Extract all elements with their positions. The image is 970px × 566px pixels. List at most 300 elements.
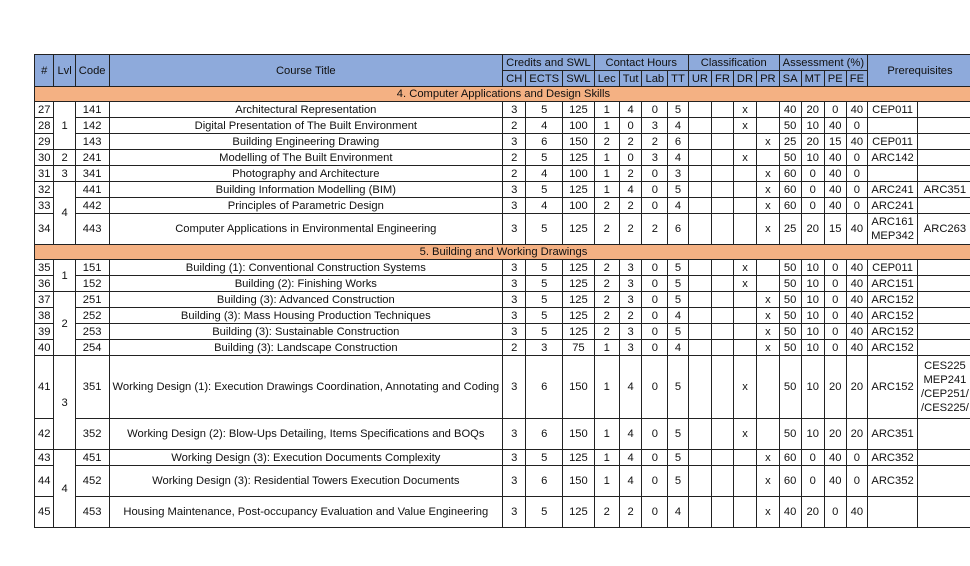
- value-swl: 75: [563, 340, 595, 356]
- subheader-pe: PE: [824, 71, 846, 87]
- prerequisite-primary: ARC352: [868, 466, 918, 497]
- value-fe: 40: [846, 340, 867, 356]
- prerequisite-primary: ARC161 MEP342: [868, 214, 918, 245]
- value-ur: [688, 182, 711, 198]
- course-code: 253: [75, 324, 109, 340]
- course-row: [35, 214, 970, 245]
- value-tt: 6: [668, 134, 689, 150]
- prerequisite-secondary: [918, 497, 970, 528]
- value-lec: 2: [594, 308, 619, 324]
- course-level: 4: [54, 182, 75, 245]
- course-code: 352: [75, 419, 109, 450]
- value-dr: [733, 166, 756, 182]
- course-title: Working Design (2): Blow-Ups Detailing, Items Specifications and BOQs: [109, 419, 503, 450]
- value-ur: [688, 166, 711, 182]
- value-tt: 5: [668, 102, 689, 118]
- value-pr: x: [757, 324, 780, 340]
- prerequisite-secondary: [918, 450, 970, 466]
- value-sa: 50: [779, 276, 801, 292]
- prerequisite-primary: CEP011: [868, 102, 918, 118]
- prerequisite-primary: ARC151: [868, 276, 918, 292]
- value-sa: 50: [779, 292, 801, 308]
- course-code: 151: [75, 260, 109, 276]
- course-title: Digital Presentation of The Built Environment: [109, 118, 503, 134]
- value-pe: 40: [824, 118, 846, 134]
- course-title: Working Design (3): Execution Documents Complexity: [109, 450, 503, 466]
- course-title: Building (3): Sustainable Construction: [109, 324, 503, 340]
- value-pr: x: [757, 292, 780, 308]
- prerequisite-secondary: [918, 292, 970, 308]
- prerequisite-secondary: [918, 324, 970, 340]
- course-row: [35, 182, 970, 198]
- course-row: [35, 292, 970, 308]
- value-tut: 0: [619, 150, 642, 166]
- value-swl: 125: [563, 150, 595, 166]
- value-pr: x: [757, 214, 780, 245]
- value-fr: [712, 450, 734, 466]
- course-row: [35, 276, 970, 292]
- value-pe: 40: [824, 450, 846, 466]
- course-code: 252: [75, 308, 109, 324]
- value-ects: 5: [526, 150, 563, 166]
- value-lec: 1: [594, 340, 619, 356]
- value-ur: [688, 450, 711, 466]
- value-tt: 5: [668, 260, 689, 276]
- value-lab: 2: [642, 214, 668, 245]
- value-pr: x: [757, 166, 780, 182]
- course-title: Working Design (1): Execution Drawings Coordination, Annotating and Coding: [109, 356, 503, 419]
- course-row: [35, 324, 970, 340]
- value-lec: 1: [594, 356, 619, 419]
- value-tt: 4: [668, 497, 689, 528]
- value-lab: 0: [642, 324, 668, 340]
- value-swl: 150: [563, 356, 595, 419]
- value-ur: [688, 214, 711, 245]
- value-lab: 0: [642, 276, 668, 292]
- value-lab: 0: [642, 182, 668, 198]
- value-ects: 4: [526, 198, 563, 214]
- value-dr: [733, 466, 756, 497]
- value-tut: 2: [619, 198, 642, 214]
- value-pe: 15: [824, 214, 846, 245]
- value-lec: 2: [594, 260, 619, 276]
- value-pr: [757, 356, 780, 419]
- value-tt: 5: [668, 292, 689, 308]
- subheader-ects: ECTS: [526, 71, 563, 87]
- course-code: 251: [75, 292, 109, 308]
- subheader-swl: SWL: [563, 71, 595, 87]
- course-number: 28: [35, 118, 54, 134]
- course-number: 41: [35, 356, 54, 419]
- value-tt: 5: [668, 450, 689, 466]
- value-swl: 125: [563, 450, 595, 466]
- value-sa: 50: [779, 118, 801, 134]
- course-code: 143: [75, 134, 109, 150]
- value-lab: 3: [642, 118, 668, 134]
- value-pr: [757, 260, 780, 276]
- value-swl: 125: [563, 308, 595, 324]
- value-mt: 10: [801, 308, 824, 324]
- value-fe: 20: [846, 356, 867, 419]
- value-fr: [712, 466, 734, 497]
- value-mt: 10: [801, 324, 824, 340]
- value-tut: 4: [619, 450, 642, 466]
- value-pr: x: [757, 182, 780, 198]
- course-number: 29: [35, 134, 54, 150]
- course-number: 30: [35, 150, 54, 166]
- value-swl: 150: [563, 134, 595, 150]
- value-pe: 20: [824, 356, 846, 419]
- subheader-ur: UR: [688, 71, 711, 87]
- subheader-fe: FE: [846, 71, 867, 87]
- value-swl: 100: [563, 166, 595, 182]
- value-tt: 4: [668, 118, 689, 134]
- value-fe: 0: [846, 466, 867, 497]
- header-num: #: [35, 55, 54, 87]
- value-pr: x: [757, 340, 780, 356]
- value-tut: 3: [619, 260, 642, 276]
- value-sa: 40: [779, 497, 801, 528]
- prerequisite-secondary: [918, 466, 970, 497]
- value-mt: 10: [801, 419, 824, 450]
- course-title: Building (1): Conventional Construction Systems: [109, 260, 503, 276]
- value-fr: [712, 292, 734, 308]
- value-fr: [712, 182, 734, 198]
- value-ects: 3: [526, 340, 563, 356]
- course-row: [35, 118, 970, 134]
- subheader-fr: FR: [712, 71, 734, 87]
- value-fe: 40: [846, 102, 867, 118]
- value-ch: 3: [503, 182, 526, 198]
- value-swl: 125: [563, 260, 595, 276]
- subheader-lec: Lec: [594, 71, 619, 87]
- value-ects: 5: [526, 292, 563, 308]
- value-tt: 4: [668, 150, 689, 166]
- value-fe: 0: [846, 166, 867, 182]
- value-mt: 10: [801, 260, 824, 276]
- value-lec: 2: [594, 497, 619, 528]
- value-ects: 4: [526, 166, 563, 182]
- value-fe: 0: [846, 450, 867, 466]
- value-ur: [688, 340, 711, 356]
- course-title: Architectural Representation: [109, 102, 503, 118]
- value-dr: [733, 450, 756, 466]
- course-row: [35, 150, 970, 166]
- value-dr: x: [733, 356, 756, 419]
- value-sa: 50: [779, 260, 801, 276]
- value-mt: 10: [801, 340, 824, 356]
- course-row: [35, 497, 970, 528]
- value-ch: 3: [503, 356, 526, 419]
- value-lab: 0: [642, 497, 668, 528]
- value-mt: 0: [801, 198, 824, 214]
- value-sa: 50: [779, 340, 801, 356]
- value-sa: 50: [779, 356, 801, 419]
- value-sa: 40: [779, 102, 801, 118]
- prerequisite-secondary: [918, 276, 970, 292]
- prerequisite-primary: CEP011: [868, 260, 918, 276]
- value-ects: 5: [526, 308, 563, 324]
- value-ch: 3: [503, 419, 526, 450]
- prerequisite-secondary: [918, 150, 970, 166]
- value-pe: 20: [824, 419, 846, 450]
- value-tut: 2: [619, 308, 642, 324]
- value-tut: 4: [619, 356, 642, 419]
- course-title: Building (2): Finishing Works: [109, 276, 503, 292]
- value-pe: 0: [824, 340, 846, 356]
- value-sa: 50: [779, 324, 801, 340]
- value-fe: 40: [846, 214, 867, 245]
- value-dr: [733, 340, 756, 356]
- value-lec: 2: [594, 198, 619, 214]
- subheader-sa: SA: [779, 71, 801, 87]
- subheader-pr: PR: [757, 71, 780, 87]
- value-ch: 3: [503, 134, 526, 150]
- curriculum-table: [34, 54, 970, 528]
- value-lab: 0: [642, 102, 668, 118]
- value-lec: 2: [594, 276, 619, 292]
- course-code: 451: [75, 450, 109, 466]
- value-dr: [733, 324, 756, 340]
- value-ur: [688, 150, 711, 166]
- value-mt: 10: [801, 118, 824, 134]
- prerequisite-primary: ARC351: [868, 419, 918, 450]
- value-mt: 20: [801, 134, 824, 150]
- value-lab: 0: [642, 466, 668, 497]
- prerequisite-primary: ARC241: [868, 182, 918, 198]
- value-pr: [757, 276, 780, 292]
- value-pe: 40: [824, 182, 846, 198]
- section-row: [35, 87, 970, 102]
- value-ch: 3: [503, 198, 526, 214]
- value-ects: 6: [526, 466, 563, 497]
- value-tt: 4: [668, 198, 689, 214]
- value-fr: [712, 118, 734, 134]
- course-title: Building Engineering Drawing: [109, 134, 503, 150]
- value-lab: 0: [642, 166, 668, 182]
- value-lec: 1: [594, 450, 619, 466]
- value-lab: 0: [642, 308, 668, 324]
- value-tt: 5: [668, 419, 689, 450]
- prerequisite-primary: ARC152: [868, 292, 918, 308]
- value-lab: 0: [642, 450, 668, 466]
- value-lab: 0: [642, 198, 668, 214]
- value-mt: 0: [801, 466, 824, 497]
- value-sa: 60: [779, 466, 801, 497]
- value-fr: [712, 340, 734, 356]
- value-fr: [712, 198, 734, 214]
- course-title: Building (3): Advanced Construction: [109, 292, 503, 308]
- course-title: Modelling of The Built Environment: [109, 150, 503, 166]
- course-number: 43: [35, 450, 54, 466]
- value-sa: 60: [779, 182, 801, 198]
- value-mt: 20: [801, 214, 824, 245]
- value-fe: 0: [846, 182, 867, 198]
- value-tut: 0: [619, 118, 642, 134]
- value-pr: [757, 118, 780, 134]
- value-mt: 0: [801, 450, 824, 466]
- value-fr: [712, 260, 734, 276]
- prerequisite-secondary: [918, 260, 970, 276]
- value-ch: 2: [503, 166, 526, 182]
- value-pe: 0: [824, 276, 846, 292]
- value-sa: 60: [779, 198, 801, 214]
- course-number: 36: [35, 276, 54, 292]
- value-pr: [757, 419, 780, 450]
- value-lec: 2: [594, 134, 619, 150]
- value-lec: 1: [594, 419, 619, 450]
- value-lec: 1: [594, 150, 619, 166]
- value-dr: [733, 292, 756, 308]
- value-ch: 3: [503, 450, 526, 466]
- prerequisite-secondary: ARC263: [918, 214, 970, 245]
- value-swl: 125: [563, 276, 595, 292]
- value-ch: 3: [503, 214, 526, 245]
- value-dr: x: [733, 118, 756, 134]
- value-ur: [688, 276, 711, 292]
- section-title: 4. Computer Applications and Design Skills: [35, 87, 970, 102]
- value-sa: 50: [779, 419, 801, 450]
- value-tut: 2: [619, 214, 642, 245]
- value-ects: 5: [526, 182, 563, 198]
- value-fe: 40: [846, 260, 867, 276]
- value-pe: 15: [824, 134, 846, 150]
- value-fr: [712, 166, 734, 182]
- subheader-tut: Tut: [619, 71, 642, 87]
- value-ur: [688, 134, 711, 150]
- value-ects: 5: [526, 260, 563, 276]
- value-tut: 3: [619, 340, 642, 356]
- value-dr: x: [733, 419, 756, 450]
- value-dr: [733, 214, 756, 245]
- course-row: [35, 260, 970, 276]
- course-number: 39: [35, 324, 54, 340]
- value-fr: [712, 308, 734, 324]
- header-contact-group: Contact Hours: [594, 55, 688, 71]
- value-ur: [688, 198, 711, 214]
- value-ects: 5: [526, 276, 563, 292]
- value-pr: [757, 150, 780, 166]
- value-lec: 1: [594, 466, 619, 497]
- value-pe: 40: [824, 466, 846, 497]
- value-ur: [688, 324, 711, 340]
- value-sa: 60: [779, 166, 801, 182]
- course-row: [35, 466, 970, 497]
- prerequisite-primary: ARC152: [868, 340, 918, 356]
- value-lab: 2: [642, 134, 668, 150]
- course-level: 2: [54, 292, 75, 356]
- value-fr: [712, 324, 734, 340]
- course-level: 1: [54, 102, 75, 150]
- value-dr: [733, 134, 756, 150]
- course-row: [35, 340, 970, 356]
- value-fe: 40: [846, 308, 867, 324]
- value-tut: 2: [619, 134, 642, 150]
- value-tut: 2: [619, 497, 642, 528]
- course-number: 40: [35, 340, 54, 356]
- prerequisite-primary: [868, 166, 918, 182]
- value-tut: 4: [619, 102, 642, 118]
- course-number: 27: [35, 102, 54, 118]
- value-pe: 40: [824, 198, 846, 214]
- course-title: Housing Maintenance, Post-occupancy Evaluation and Value Engineering: [109, 497, 503, 528]
- value-pr: x: [757, 308, 780, 324]
- value-ects: 5: [526, 497, 563, 528]
- header-classification-group: Classification: [688, 55, 779, 71]
- value-lec: 1: [594, 118, 619, 134]
- value-swl: 100: [563, 118, 595, 134]
- value-lab: 0: [642, 260, 668, 276]
- course-number: 45: [35, 497, 54, 528]
- value-pe: 0: [824, 260, 846, 276]
- value-tt: 3: [668, 166, 689, 182]
- value-ch: 3: [503, 308, 526, 324]
- prerequisite-secondary: [918, 134, 970, 150]
- prerequisite-primary: ARC241: [868, 198, 918, 214]
- value-swl: 100: [563, 198, 595, 214]
- prerequisite-primary: ARC352: [868, 450, 918, 466]
- value-tt: 5: [668, 276, 689, 292]
- value-dr: [733, 308, 756, 324]
- value-tt: 5: [668, 324, 689, 340]
- course-title: Building (3): Mass Housing Production Techniques: [109, 308, 503, 324]
- prerequisite-primary: ARC152: [868, 324, 918, 340]
- value-lab: 3: [642, 150, 668, 166]
- prerequisite-secondary: [918, 340, 970, 356]
- value-lec: 1: [594, 182, 619, 198]
- course-title: Photography and Architecture: [109, 166, 503, 182]
- value-tt: 6: [668, 214, 689, 245]
- value-mt: 10: [801, 276, 824, 292]
- section-row: [35, 245, 970, 260]
- value-ch: 2: [503, 118, 526, 134]
- value-sa: 50: [779, 308, 801, 324]
- value-ects: 5: [526, 324, 563, 340]
- value-tt: 5: [668, 466, 689, 497]
- course-code: 141: [75, 102, 109, 118]
- value-sa: 25: [779, 134, 801, 150]
- value-mt: 0: [801, 166, 824, 182]
- subheader-ch: CH: [503, 71, 526, 87]
- value-pe: 40: [824, 150, 846, 166]
- value-fr: [712, 276, 734, 292]
- value-sa: 50: [779, 150, 801, 166]
- value-fe: 40: [846, 276, 867, 292]
- course-number: 32: [35, 182, 54, 198]
- value-fe: 40: [846, 497, 867, 528]
- prerequisite-secondary: [918, 166, 970, 182]
- header-assessment-group: Assessment (%): [779, 55, 867, 71]
- value-ur: [688, 497, 711, 528]
- course-row: [35, 198, 970, 214]
- section-title: 5. Building and Working Drawings: [35, 245, 970, 260]
- value-ch: 3: [503, 102, 526, 118]
- value-lec: 1: [594, 102, 619, 118]
- course-code: 142: [75, 118, 109, 134]
- prerequisite-primary: ARC152: [868, 308, 918, 324]
- value-tt: 4: [668, 340, 689, 356]
- value-sa: 60: [779, 450, 801, 466]
- value-pe: 0: [824, 292, 846, 308]
- value-mt: 20: [801, 497, 824, 528]
- prerequisite-secondary: [918, 308, 970, 324]
- value-dr: x: [733, 276, 756, 292]
- course-row: [35, 308, 970, 324]
- prerequisite-secondary: [918, 419, 970, 450]
- value-ur: [688, 102, 711, 118]
- header-prerequisites: Prerequisites: [868, 55, 970, 87]
- header-level: Lvl: [54, 55, 75, 87]
